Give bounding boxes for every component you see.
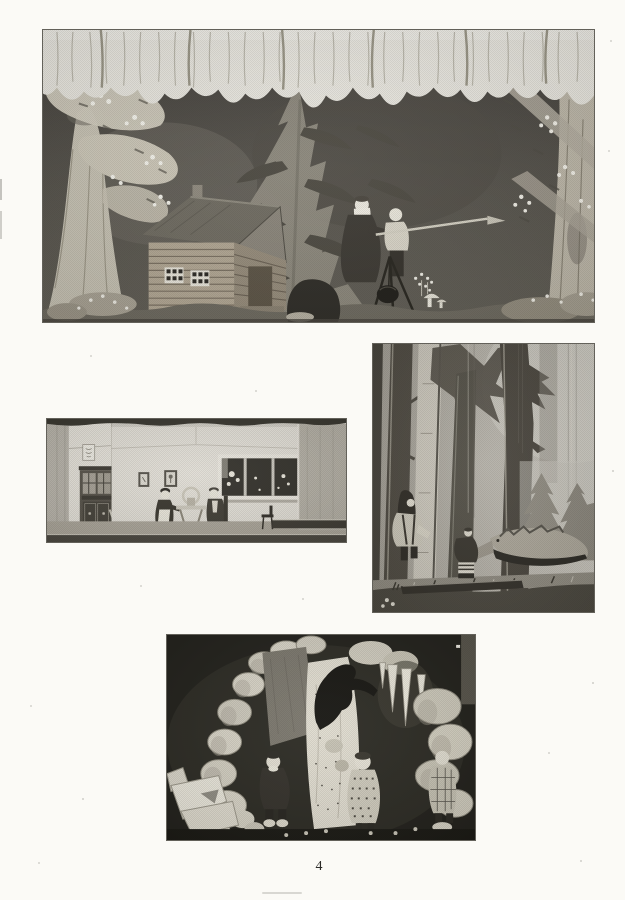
photo-interior-scene (46, 418, 347, 543)
scan-edge-mark (0, 179, 2, 200)
photo-stage-scene (42, 29, 595, 323)
photo-forest-scene (372, 343, 595, 613)
white-fleck (456, 645, 460, 648)
forest-artwork (373, 344, 594, 612)
interior-artwork (47, 419, 346, 542)
bench (272, 519, 346, 528)
cave-artwork (167, 635, 475, 840)
scan-smudge (262, 892, 302, 894)
right-side-wall (298, 424, 346, 530)
paper-noise-specks (0, 0, 2, 2)
window (218, 454, 301, 502)
photo-cave-scene (166, 634, 476, 841)
wall-label (83, 445, 95, 461)
cupboard (79, 466, 115, 530)
stage-artwork (43, 30, 594, 322)
scan-edge-mark (0, 211, 2, 239)
page-number: 4 (315, 859, 323, 874)
stage-front-edge (47, 535, 346, 542)
